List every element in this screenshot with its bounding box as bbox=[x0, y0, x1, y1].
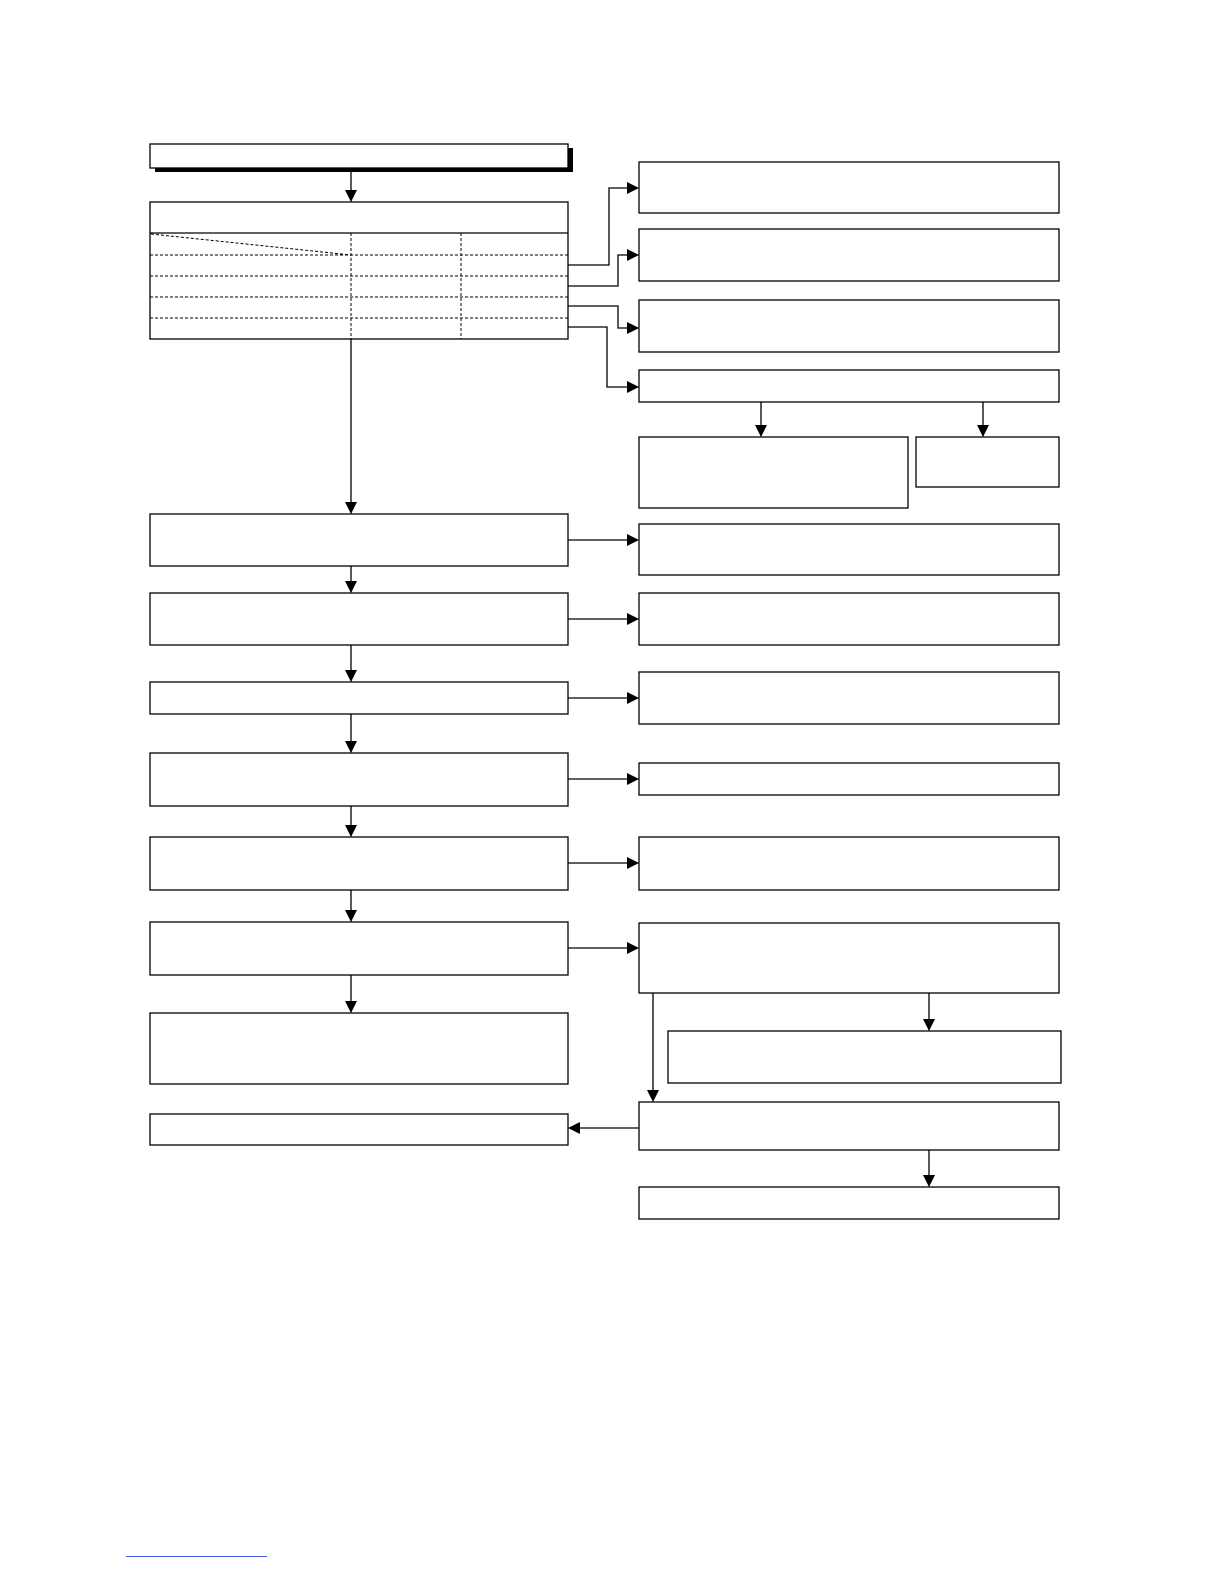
main-box-4 bbox=[150, 753, 568, 806]
main-box-8 bbox=[150, 1114, 568, 1145]
main-box-7 bbox=[150, 1013, 568, 1084]
main-box-5 bbox=[150, 837, 568, 890]
right-box-10 bbox=[639, 923, 1059, 993]
right-box-12 bbox=[639, 1102, 1059, 1150]
table-node bbox=[150, 202, 568, 339]
main-box-6 bbox=[150, 922, 568, 975]
right-box-3 bbox=[639, 300, 1059, 352]
right-box-6 bbox=[639, 593, 1059, 645]
sub-box-left bbox=[639, 437, 908, 508]
main-box-3 bbox=[150, 682, 568, 714]
sub-box-11 bbox=[668, 1031, 1061, 1083]
right-box-9 bbox=[639, 837, 1059, 890]
right-box-13 bbox=[639, 1187, 1059, 1219]
right-box-8 bbox=[639, 763, 1059, 795]
right-box-5 bbox=[639, 524, 1059, 575]
right-box-1 bbox=[639, 162, 1059, 213]
right-box-7 bbox=[639, 672, 1059, 724]
main-box-2 bbox=[150, 593, 568, 645]
main-box-1 bbox=[150, 514, 568, 566]
right-box-4 bbox=[639, 370, 1059, 402]
right-box-2 bbox=[639, 229, 1059, 281]
sub-box-right bbox=[916, 437, 1059, 487]
title-box bbox=[150, 144, 568, 168]
footer-rule bbox=[126, 1556, 267, 1557]
